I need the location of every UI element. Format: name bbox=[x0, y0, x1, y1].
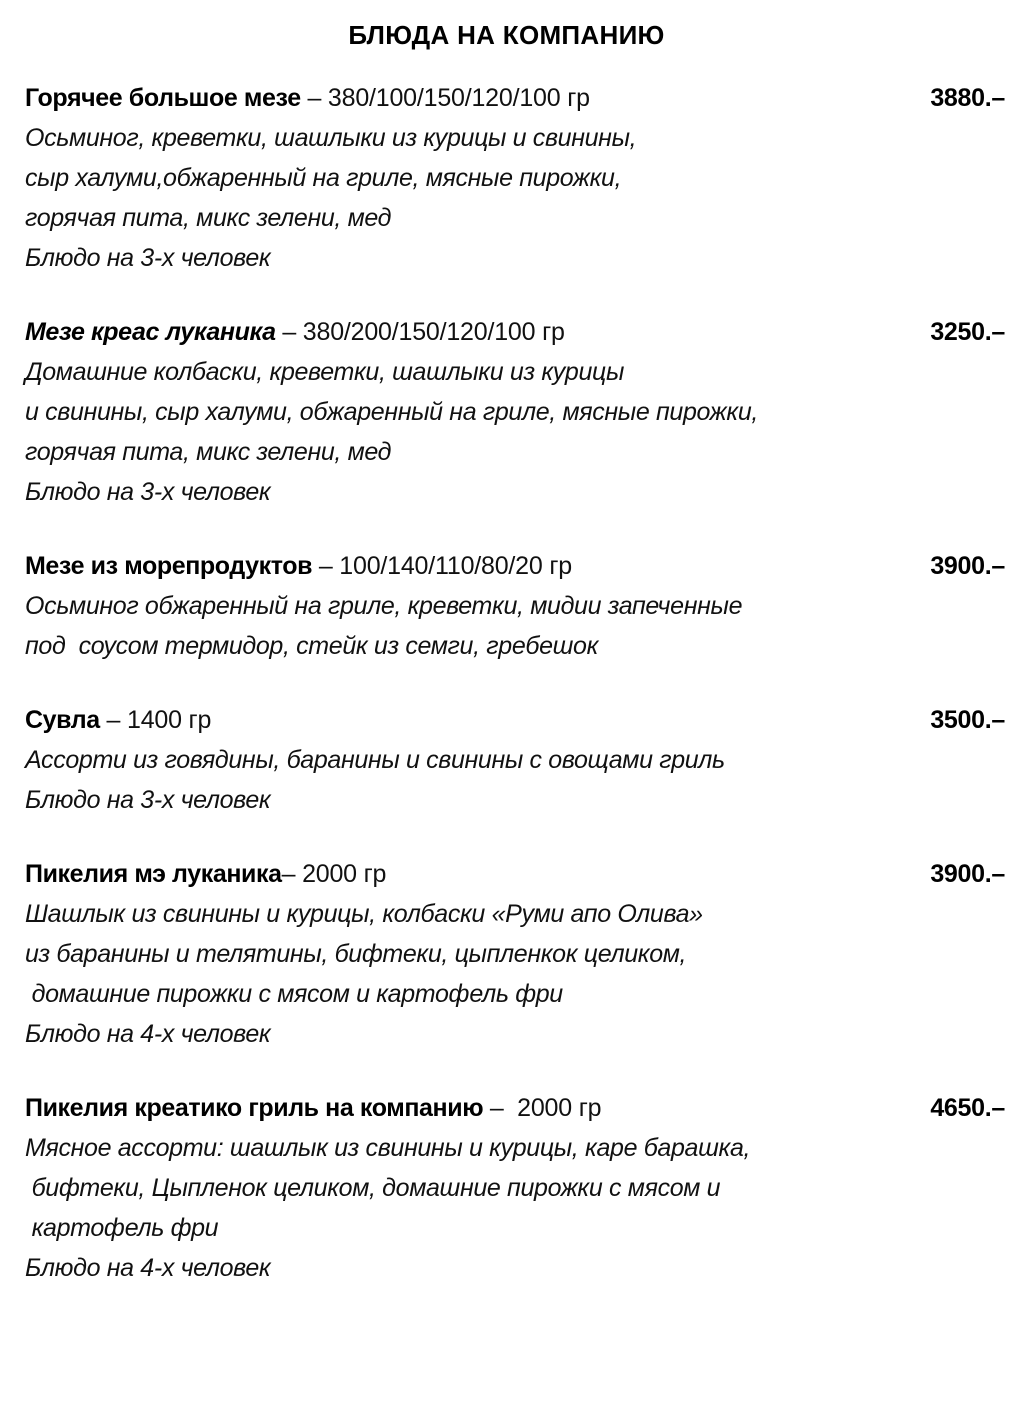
menu-item-separator: – bbox=[281, 860, 303, 888]
menu-item-weight: 2000 гр bbox=[302, 860, 387, 888]
menu-item-description bbox=[0, 894, 1013, 1054]
menu-item-description bbox=[0, 1128, 1013, 1288]
page-title: БЛЮДА НА КОМПАНИЮ bbox=[348, 20, 665, 51]
menu-item-description-line: сыр халуми,обжаренный на гриле, мясные пирожки, bbox=[25, 164, 622, 192]
menu-item-description-line: Осьминог, креветки, шашлыки из курицы и свинины, bbox=[25, 124, 637, 152]
menu-item-description bbox=[0, 118, 1013, 278]
menu-item-description bbox=[0, 352, 1013, 512]
menu-item bbox=[0, 78, 1013, 278]
menu-item-separator: – bbox=[312, 552, 340, 580]
menu-item-separator: – bbox=[99, 706, 127, 734]
menu-item-description-line: горячая пита, микс зелени, мед bbox=[25, 438, 392, 466]
menu-item-name: Мезе креас луканика bbox=[25, 318, 276, 346]
menu-item-weight: 380/200/150/120/100 гр bbox=[302, 318, 565, 346]
menu-item-description-line: Блюдо на 3-х человек bbox=[25, 786, 271, 814]
menu-item-header bbox=[0, 78, 1013, 118]
menu-item-price: 3250.– bbox=[930, 318, 1005, 346]
menu-item-description-line: Мясное ассорти: шашлык из свинины и курицы, каре барашка, bbox=[25, 1134, 751, 1162]
menu-item-price: 3500.– bbox=[930, 706, 1005, 734]
menu-item bbox=[0, 312, 1013, 512]
menu-item-header bbox=[0, 700, 1013, 740]
menu-item-weight: 1400 гр bbox=[127, 706, 212, 734]
menu-item bbox=[0, 854, 1013, 1054]
menu-item-description-line: Шашлык из свинины и курицы, колбаски «Руми апо Олива» bbox=[25, 900, 703, 928]
menu-item bbox=[0, 1088, 1013, 1288]
menu-item-name: Пикелия мэ луканика bbox=[25, 860, 282, 888]
menu-item-header bbox=[0, 1088, 1013, 1128]
menu-item-separator: – bbox=[483, 1094, 518, 1122]
menu-item-weight: 2000 гр bbox=[517, 1094, 602, 1122]
menu-item-price: 3880.– bbox=[930, 84, 1005, 112]
menu-item-description-line: Блюдо на 4-х человек bbox=[25, 1254, 271, 1282]
menu-item-description-line: картофель фри bbox=[25, 1214, 219, 1242]
menu-item-description-line: Блюдо на 3-х человек bbox=[25, 244, 271, 272]
menu-item-description-line: горячая пита, микс зелени, мед bbox=[25, 204, 392, 232]
menu-item-description-line: и свинины, сыр халуми, обжаренный на гриле, мясные пирожки, bbox=[25, 398, 758, 426]
menu-item-description-line: бифтеки, Цыпленок целиком, домашние пирожки с мясом и bbox=[25, 1174, 721, 1202]
menu-item-weight: 100/140/110/80/20 гр bbox=[339, 552, 572, 580]
menu-item-list bbox=[0, 78, 1013, 1288]
menu-item-description-line: Осьминог обжаренный на гриле, креветки, мидии запеченные bbox=[25, 592, 743, 620]
menu-item-name: Мезе из морепродуктов bbox=[25, 552, 313, 580]
menu-item-name: Горячее большое мезе bbox=[25, 84, 301, 112]
menu-item bbox=[0, 700, 1013, 820]
menu-item-description-line: из баранины и телятины, бифтеки, цыпленкок целиком, bbox=[25, 940, 687, 968]
menu-item-description-line: домашние пирожки с мясом и картофель фри bbox=[25, 980, 563, 1008]
menu-item-separator: – bbox=[275, 318, 303, 346]
menu-item-header bbox=[0, 312, 1013, 352]
menu-item-price: 3900.– bbox=[930, 860, 1005, 888]
menu-item-description-line: Блюдо на 3-х человек bbox=[25, 478, 271, 506]
menu-item bbox=[0, 546, 1013, 666]
menu-item-description-line: Домашние колбаски, креветки, шашлыки из курицы bbox=[25, 358, 625, 386]
menu-item-name: Пикелия креатико гриль на компанию bbox=[25, 1094, 484, 1122]
menu-item-description-line: Ассорти из говядины, баранины и свинины с овощами гриль bbox=[25, 746, 725, 774]
menu-item-description-line: под соусом термидор, стейк из семги, гребешок bbox=[25, 632, 599, 660]
menu-item-header bbox=[0, 546, 1013, 586]
menu-item-weight: 380/100/150/120/100 гр bbox=[327, 84, 590, 112]
menu-item-description-line: Блюдо на 4-х человек bbox=[25, 1020, 271, 1048]
menu-item-name: Сувла bbox=[25, 706, 100, 734]
menu-item-separator: – bbox=[300, 84, 328, 112]
menu-item-description bbox=[0, 740, 1013, 820]
menu-item-description bbox=[0, 586, 1013, 666]
menu-item-header bbox=[0, 854, 1013, 894]
menu-item-price: 4650.– bbox=[930, 1094, 1005, 1122]
menu-item-price: 3900.– bbox=[930, 552, 1005, 580]
